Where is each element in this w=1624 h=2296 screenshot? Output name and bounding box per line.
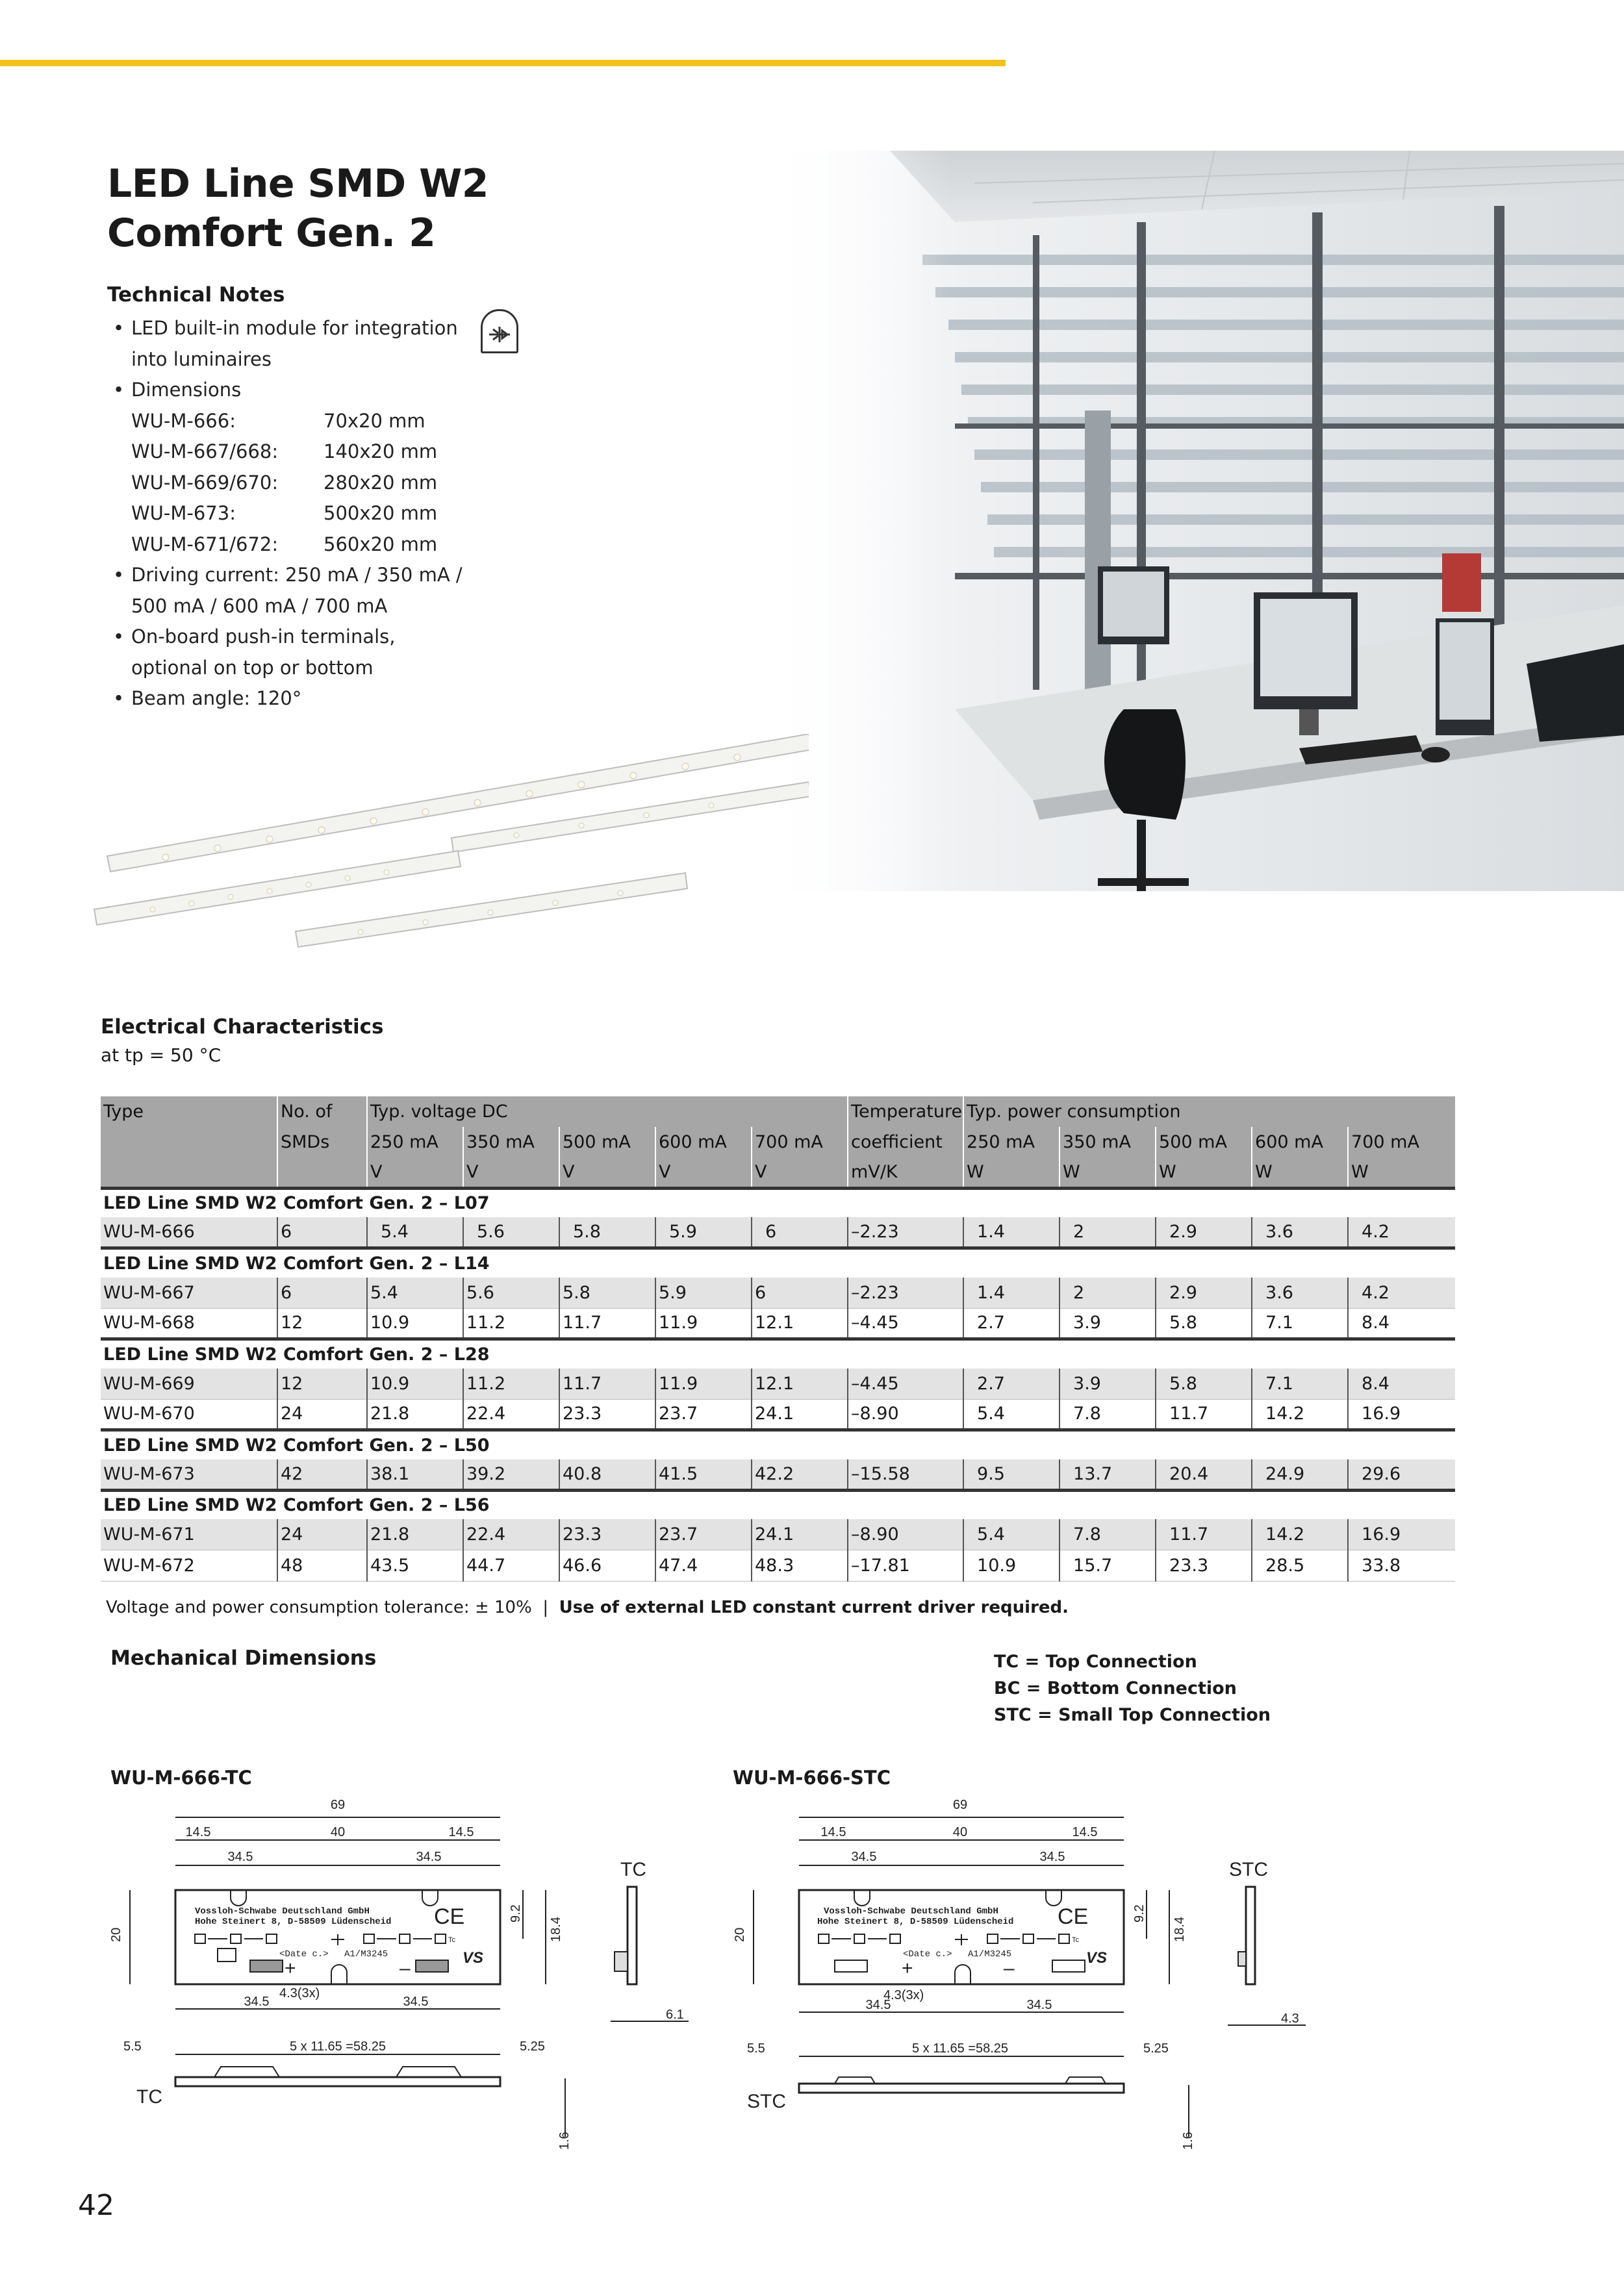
mechanical-heading: Mechanical Dimensions (110, 1646, 377, 1670)
dimension-row: WU-M-669/670: 280x20 mm (131, 471, 438, 494)
table-row (101, 1459, 1455, 1491)
cell-value: 24.9 (1252, 1459, 1348, 1491)
dimension-row: WU-M-667/668: 140x20 mm (131, 440, 438, 462)
cell-value: 21.8 (367, 1399, 463, 1430)
cell-value: 3.6 (1252, 1278, 1348, 1309)
cell-value: 23.3 (559, 1519, 655, 1550)
vs-logo: VS (1086, 1949, 1108, 1967)
cell-value: 11.2 (463, 1369, 559, 1400)
cell-value: 23.3 (559, 1399, 655, 1430)
cell-value: 5.4 (367, 1217, 463, 1248)
cell-type: WU-M-672 (101, 1550, 277, 1582)
vs-logo: VS (463, 1949, 484, 1967)
drawing-stc (733, 1798, 1306, 2150)
group-row: LED Line SMD W2 Comfort Gen. 2 – L28 (101, 1339, 1455, 1369)
dimension-row: WU-M-673: 500x20 mm (131, 502, 438, 524)
cell-value: 5.9 (655, 1278, 752, 1309)
cell-value: 12.1 (752, 1308, 848, 1339)
tolerance-note: Voltage and power consumption tolerance: ± 10% | Use of external LED constant current driver required. (106, 1598, 1069, 1617)
dim-right: 14.5 (448, 1825, 474, 1839)
note-item: • Driving current: 250 mA / 350 mA / (112, 560, 476, 591)
board-code: A1/M3245 (344, 1949, 388, 1960)
board-code: A1/M3245 (968, 1949, 1012, 1960)
cell-value: –4.45 (848, 1369, 963, 1400)
ce-mark: CE (1058, 1904, 1089, 1929)
drawing-title-stc: WU-M-666-STC (733, 1767, 891, 1789)
cell-value: 11.2 (463, 1308, 559, 1339)
dim-side-tc: 6.1 (666, 2008, 684, 2022)
cell-value: 6 (277, 1217, 367, 1248)
cell-value: 10.9 (367, 1369, 463, 1400)
cell-value: 38.1 (367, 1459, 463, 1491)
cell-value: 5.9 (655, 1217, 752, 1248)
cell-value: 20.4 (1156, 1459, 1252, 1491)
table-row (101, 1278, 1455, 1309)
cell-value: 42.2 (752, 1459, 848, 1491)
dim-half: 34.5 (1039, 1850, 1065, 1864)
cell-value: –8.90 (848, 1399, 963, 1430)
dim-mid: 40 (952, 1825, 968, 1839)
dimension-row: WU-M-666: 70x20 mm (131, 409, 425, 432)
cell-value: 11.9 (655, 1369, 752, 1400)
cell-value: 5.4 (963, 1399, 1059, 1430)
cell-value: 23.3 (1156, 1550, 1252, 1582)
cell-value: 7.1 (1252, 1369, 1348, 1400)
drawing-title-tc: WU-M-666-TC (110, 1767, 252, 1789)
dimension-row: WU-M-671/672: 560x20 mm (131, 533, 438, 555)
cell-value: 11.9 (655, 1308, 752, 1339)
note-item: • LED built-in module for integration (112, 313, 476, 344)
cell-value: 4.2 (1348, 1278, 1455, 1309)
cell-type: WU-M-667 (101, 1278, 277, 1309)
electrical-heading: Electrical Characteristics (101, 1015, 384, 1039)
dim-h3: 18.4 (1173, 1917, 1187, 1942)
table-header-row: V V V V V mV/K W W W W W (101, 1157, 1455, 1188)
dim-mid: 40 (330, 1825, 346, 1839)
cell-value: 11.7 (1156, 1399, 1252, 1430)
electrical-subheading: at tp = 50 °C (101, 1044, 222, 1066)
cell-value: –17.81 (848, 1550, 963, 1582)
note-item: • Beam angle: 120° (112, 683, 476, 714)
cell-value: 5.4 (963, 1519, 1059, 1550)
ce-mark: CE (434, 1904, 465, 1929)
cell-value: 39.2 (463, 1459, 559, 1491)
dim-half: 34.5 (865, 1998, 891, 2012)
cell-value: 46.6 (559, 1550, 655, 1582)
cell-type: WU-M-671 (101, 1519, 277, 1550)
minus-terminal: – (1004, 1958, 1015, 1979)
drawing-tc (109, 1798, 689, 2150)
dim-side-stc: 4.3 (1281, 2012, 1299, 2026)
cell-type: WU-M-670 (101, 1399, 277, 1430)
cell-value: 14.2 (1252, 1519, 1348, 1550)
cell-value: 13.7 (1059, 1459, 1156, 1491)
cell-value: 7.8 (1059, 1399, 1156, 1430)
page-number: 42 (78, 2189, 114, 2222)
cell-value: 2.9 (1156, 1278, 1252, 1309)
note-item-cont: 500 mA / 600 mA / 700 mA (131, 594, 388, 617)
cell-value: 7.8 (1059, 1519, 1156, 1550)
side-label-stc: STC (747, 2091, 786, 2112)
cell-value: 48 (277, 1550, 367, 1582)
led-modules-image (88, 734, 809, 968)
table-row (101, 1217, 1455, 1248)
board-text: Hohe Steinert 8, D-58509 Lüdenscheid (817, 1917, 1014, 1927)
cell-value: –2.23 (848, 1278, 963, 1309)
group-row: LED Line SMD W2 Comfort Gen. 2 – L56 (101, 1490, 1455, 1519)
dim-h2: 9.2 (509, 1904, 523, 1923)
cell-value: 29.6 (1348, 1459, 1455, 1491)
table-row (101, 1550, 1455, 1582)
board-text: Vossloh-Schwabe Deutschland GmbH (824, 1906, 998, 1917)
office-photo (760, 151, 1624, 891)
cell-value: 5.8 (1156, 1369, 1252, 1400)
page-title: LED Line SMD W2 Comfort Gen. 2 (107, 161, 489, 256)
cell-value: 8.4 (1348, 1369, 1455, 1400)
cell-value: 42 (277, 1459, 367, 1491)
dim-thick: 1.6 (557, 2132, 572, 2150)
cell-value: 5.8 (1156, 1308, 1252, 1339)
table-header-row: Type No. of Typ. voltage DC Temperature Typ. power consumption (101, 1096, 1455, 1127)
tc-mark: Tc (448, 1936, 455, 1944)
table-header-row: SMDs 250 mA 350 mA 500 mA 600 mA 700 mA coefficient 250 mA 350 mA 500 mA 600 mA 700 mA (101, 1127, 1455, 1157)
dim-pitch: 5 x 11.65 =58.25 (289, 2039, 387, 2054)
dim-half: 34.5 (851, 1850, 877, 1864)
cell-value: 3.6 (1252, 1217, 1348, 1248)
cell-value: 4.2 (1348, 1217, 1455, 1248)
cell-value: 12 (277, 1308, 367, 1339)
cell-value: 12.1 (752, 1369, 848, 1400)
optical-sensor-icon (481, 309, 518, 353)
cell-value: 22.4 (463, 1399, 559, 1430)
cell-value: 22.4 (463, 1519, 559, 1550)
side-label-tc: TC (136, 2086, 162, 2108)
cell-value: 14.2 (1252, 1399, 1348, 1430)
dim-h3: 18.4 (549, 1917, 563, 1942)
table-row (101, 1399, 1455, 1430)
cell-type: WU-M-668 (101, 1308, 277, 1339)
group-row: LED Line SMD W2 Comfort Gen. 2 – L14 (101, 1248, 1455, 1278)
cell-value: 5.6 (463, 1278, 559, 1309)
dim-total: 69 (330, 1798, 346, 1812)
table-row (101, 1369, 1455, 1400)
cell-value: 28.5 (1252, 1550, 1348, 1582)
minus-terminal: – (400, 1958, 411, 1979)
cell-value: 40.8 (559, 1459, 655, 1491)
accent-bar (0, 60, 1006, 66)
table-row (101, 1519, 1455, 1550)
dim-edge-left: 5.5 (747, 2041, 765, 2056)
dim-edge-left: 5.5 (123, 2039, 142, 2054)
cell-value: –2.23 (848, 1217, 963, 1248)
dim-right: 14.5 (1072, 1825, 1098, 1839)
cell-value: 33.8 (1348, 1550, 1455, 1582)
cell-value: 5.8 (559, 1217, 655, 1248)
cell-value: 23.7 (655, 1519, 752, 1550)
cell-value: 1.4 (963, 1217, 1059, 1248)
board-date: <Date c.> (279, 1949, 329, 1960)
cell-value: 5.8 (559, 1278, 655, 1309)
cell-value: 11.7 (559, 1308, 655, 1339)
cell-value: 24.1 (752, 1399, 848, 1430)
cell-value: 10.9 (963, 1550, 1059, 1582)
cell-value: 7.1 (1252, 1308, 1348, 1339)
cell-type: WU-M-669 (101, 1369, 277, 1400)
cell-value: 1.4 (963, 1278, 1059, 1309)
board-text: Hohe Steinert 8, D-58509 Lüdenscheid (195, 1917, 392, 1927)
group-row: LED Line SMD W2 Comfort Gen. 2 – L50 (101, 1430, 1455, 1459)
cell-value: 6 (277, 1278, 367, 1309)
cell-value: 16.9 (1348, 1399, 1455, 1430)
plus-terminal: + (902, 1958, 913, 1979)
cell-value: 43.5 (367, 1550, 463, 1582)
dim-total: 69 (952, 1798, 968, 1812)
mechanical-drawings (0, 1780, 1624, 2182)
cell-value: 2 (1059, 1278, 1156, 1309)
cell-value: 3.9 (1059, 1369, 1156, 1400)
dim-half: 34.5 (403, 1995, 429, 2009)
plus-terminal: + (285, 1958, 296, 1979)
cell-value: 48.3 (752, 1550, 848, 1582)
dim-thick: 1.6 (1181, 2132, 1195, 2150)
dim-height: 20 (109, 1927, 123, 1942)
cell-value: 47.4 (655, 1550, 752, 1582)
cell-value: –8.90 (848, 1519, 963, 1550)
dim-half: 34.5 (1026, 1998, 1052, 2012)
cell-value: 2.7 (963, 1369, 1059, 1400)
electrical-table (101, 1096, 1455, 1582)
cell-value: 6 (752, 1278, 848, 1309)
side-label-stc: STC (1229, 1859, 1268, 1880)
note-item-cont: into luminaires (131, 347, 272, 370)
cell-value: 11.7 (559, 1369, 655, 1400)
dim-left: 14.5 (820, 1825, 846, 1839)
dim-half: 34.5 (416, 1850, 442, 1864)
note-item: • On-board push-in terminals, (112, 622, 476, 653)
cell-value: 44.7 (463, 1550, 559, 1582)
cell-value: 16.9 (1348, 1519, 1455, 1550)
group-row: LED Line SMD W2 Comfort Gen. 2 – L07 (101, 1188, 1455, 1217)
note-item-cont: optional on top or bottom (131, 656, 374, 679)
cell-value: 2.7 (963, 1308, 1059, 1339)
dim-half: 34.5 (227, 1850, 253, 1864)
board-date: <Date c.> (903, 1949, 952, 1960)
cell-value: 24 (277, 1519, 367, 1550)
dim-edge-right: 5.25 (1143, 2041, 1169, 2056)
cell-value: 41.5 (655, 1459, 752, 1491)
cell-value: 2 (1059, 1217, 1156, 1248)
cell-type: WU-M-666 (101, 1217, 277, 1248)
side-label-tc: TC (620, 1859, 646, 1880)
dim-hole: 4.3(3x) (883, 1988, 924, 2002)
cell-value: 24 (277, 1399, 367, 1430)
dim-pitch: 5 x 11.65 =58.25 (911, 2041, 1009, 2056)
note-item: • Dimensions (112, 375, 476, 406)
cell-value: 12 (277, 1369, 367, 1400)
tc-mark: Tc (1072, 1936, 1079, 1944)
dim-left: 14.5 (185, 1825, 211, 1839)
technical-notes-list (112, 313, 476, 714)
cell-value: –4.45 (848, 1308, 963, 1339)
cell-value: 23.7 (655, 1399, 752, 1430)
cell-value: 6 (752, 1217, 848, 1248)
cell-value: 21.8 (367, 1519, 463, 1550)
dim-hole: 4.3(3x) (279, 1986, 320, 2000)
dim-height: 20 (733, 1927, 747, 1942)
dim-h2: 9.2 (1132, 1904, 1147, 1923)
dim-half: 34.5 (244, 1995, 270, 2009)
cell-value: 24.1 (752, 1519, 848, 1550)
cell-value: 15.7 (1059, 1550, 1156, 1582)
connection-legend: TC = Top Connection BC = Bottom Connection STC = Small Top Connection (994, 1652, 1271, 1725)
board-text: Vossloh-Schwabe Deutschland GmbH (195, 1906, 370, 1917)
cell-value: 3.9 (1059, 1308, 1156, 1339)
cell-value: 8.4 (1348, 1308, 1455, 1339)
cell-value: 10.9 (367, 1308, 463, 1339)
cell-value: 11.7 (1156, 1519, 1252, 1550)
cell-value: –15.58 (848, 1459, 963, 1491)
cell-value: 5.6 (463, 1217, 559, 1248)
cell-value: 9.5 (963, 1459, 1059, 1491)
table-row (101, 1308, 1455, 1339)
cell-value: 5.4 (367, 1278, 463, 1309)
cell-type: WU-M-673 (101, 1459, 277, 1491)
technical-notes-heading: Technical Notes (107, 283, 285, 307)
dim-edge-right: 5.25 (520, 2039, 545, 2054)
cell-value: 2.9 (1156, 1217, 1252, 1248)
